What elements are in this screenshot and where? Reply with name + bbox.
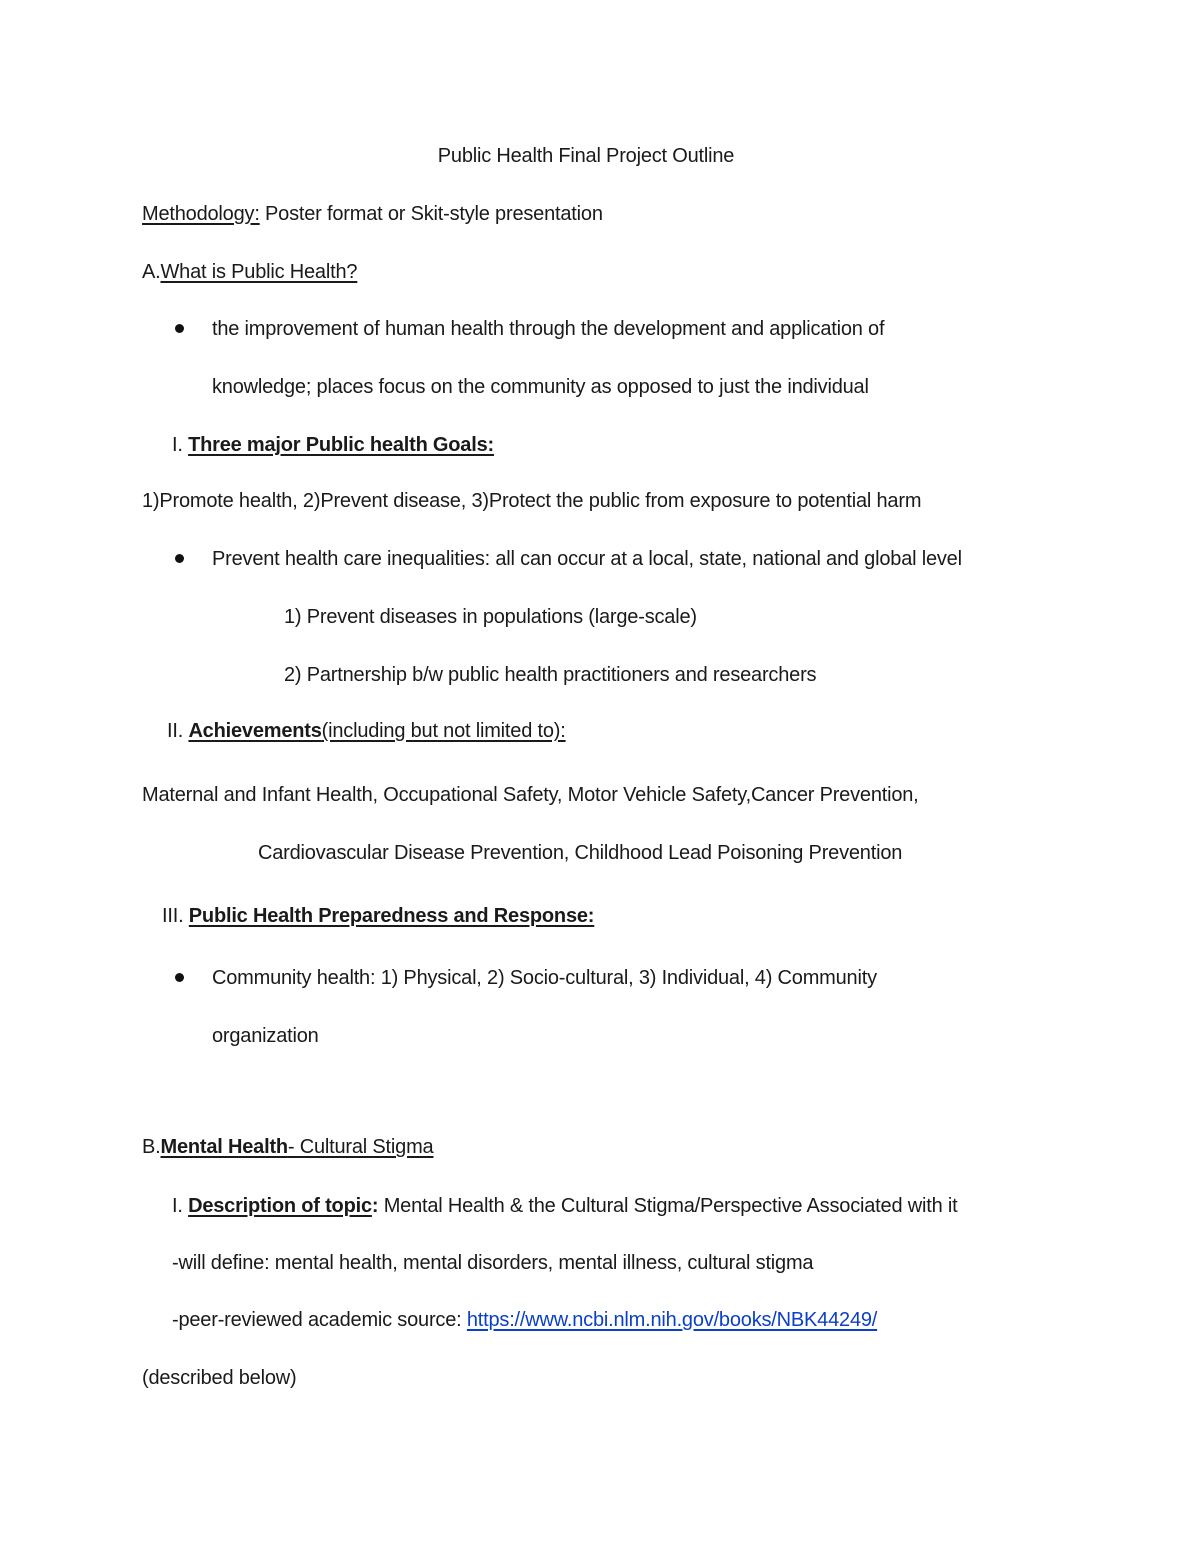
section-b-prefix: B.	[142, 1136, 161, 1158]
community-health-text1: Community health: 1) Physical, 2) Socio-cultural, 3) Individual, 4) Community	[212, 967, 877, 989]
bullet-icon	[175, 554, 184, 563]
description-prefix: I.	[172, 1195, 189, 1217]
goals-item-1-text: 1) Prevent diseases in populations (large-scale)	[284, 606, 697, 628]
achievements-line2	[258, 840, 902, 866]
section-b-heading	[142, 1134, 433, 1160]
bullet-icon	[175, 324, 184, 333]
community-health-line2	[212, 1023, 319, 1049]
methodology-line	[142, 201, 603, 227]
goals-prefix: I.	[172, 434, 189, 456]
goals-text-content: 1)Promote health, 2)Prevent disease, 3)Protect the public from exposure to potential harm	[142, 490, 922, 512]
achievements-prefix: II.	[167, 720, 189, 742]
goals-item-2-text: 2) Partnership b/w public health practitioners and researchers	[284, 664, 817, 686]
inequalities-text: Prevent health care inequalities: all can occur at a local, state, national and global level	[212, 548, 962, 570]
methodology-value: Poster format or Skit-style presentation	[259, 203, 603, 225]
preparedness-heading	[162, 903, 594, 929]
achievements-title: Achievements	[188, 720, 322, 742]
goals-item-2	[284, 662, 816, 688]
description-value: Mental Health & the Cultural Stigma/Perspective Associated with it	[378, 1195, 958, 1217]
section-a-heading	[142, 259, 357, 285]
source-link[interactable]: https://www.ncbi.nlm.nih.gov/books/NBK44249/	[466, 1309, 878, 1331]
goals-text	[142, 488, 921, 514]
goals-heading	[172, 432, 494, 458]
methodology-label: Methodology:	[142, 203, 260, 225]
community-health-text2: organization	[212, 1025, 319, 1047]
preparedness-title: Public Health Preparedness and Response:	[188, 905, 595, 927]
preparedness-prefix: III.	[162, 905, 189, 927]
section-b-title: Mental Health	[160, 1136, 288, 1158]
document-title	[0, 143, 1172, 169]
described-below-text: (described below)	[142, 1367, 297, 1389]
source-line	[172, 1307, 877, 1333]
described-below-line	[142, 1365, 296, 1391]
inequalities-bullet	[212, 546, 962, 572]
achievements-suffix: (including but not limited to):	[321, 720, 566, 742]
section-b-suffix: - Cultural Stigma	[287, 1136, 434, 1158]
description-label: Description of topic	[188, 1195, 372, 1217]
define-line	[172, 1250, 813, 1276]
bullet-icon	[175, 973, 184, 982]
achievements-heading	[167, 718, 566, 744]
achievements-text2: Cardiovascular Disease Prevention, Childhood Lead Poisoning Prevention	[258, 842, 903, 864]
achievements-line1	[142, 782, 919, 808]
bullet-definition-text2: knowledge; places focus on the community as opposed to just the individual	[212, 376, 869, 398]
description-colon: :	[371, 1195, 379, 1217]
description-line	[172, 1193, 957, 1219]
title-text: Public Health Final Project Outline	[437, 145, 735, 167]
achievements-text1: Maternal and Infant Health, Occupational Safety, Motor Vehicle Safety,Cancer Prevention,	[142, 784, 919, 806]
bullet-definition-text1: the improvement of human health through the development and application of	[212, 318, 885, 340]
community-health-line1	[212, 965, 877, 991]
bullet-definition-line1	[212, 316, 884, 342]
bullet-definition-line2	[212, 374, 869, 400]
define-text: -will define: mental health, mental disorders, mental illness, cultural stigma	[172, 1252, 814, 1274]
section-a-prefix: A.	[142, 261, 161, 283]
section-a-title: What is Public Health?	[160, 261, 358, 283]
goals-title: Three major Public health Goals:	[188, 434, 494, 456]
source-label: -peer-reviewed academic source:	[172, 1309, 467, 1331]
goals-item-1	[284, 604, 697, 630]
